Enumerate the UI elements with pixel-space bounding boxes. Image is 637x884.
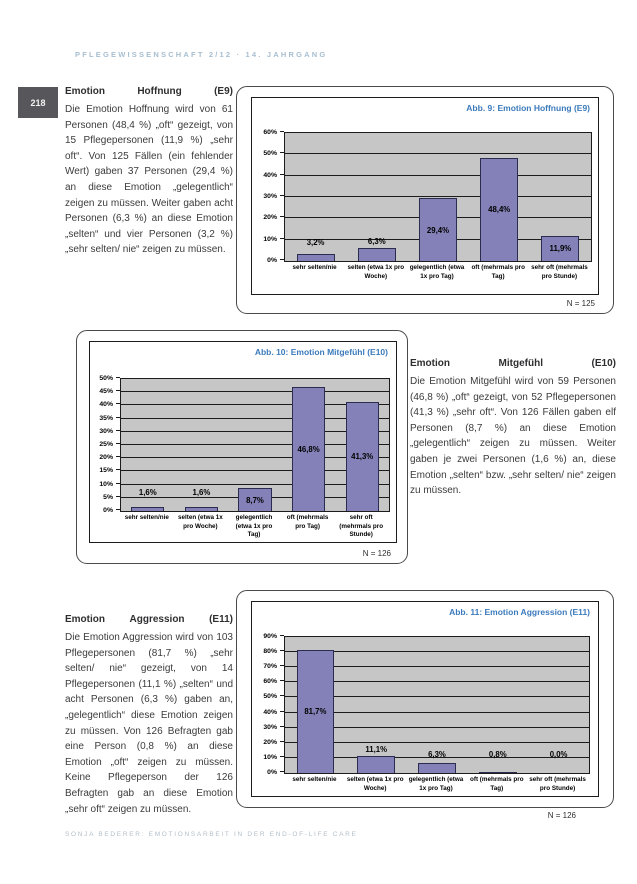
gridline [285, 153, 591, 154]
bar-value-label: 1,6% [192, 488, 211, 497]
y-tick-label: 60% [263, 129, 277, 136]
y-tick-label: 40% [263, 708, 277, 716]
section-heading [65, 614, 233, 625]
x-category-label: gelegentlich (etwa 1x pro Tag) [235, 514, 273, 538]
y-axis [252, 129, 284, 264]
heading-emotion: Hoffnung [137, 86, 182, 97]
y-tick-label: 30% [263, 193, 277, 200]
bar-value-label: 0,0% [549, 750, 568, 759]
y-tick-label: 35% [99, 414, 113, 422]
plot-area [120, 378, 390, 512]
y-tick-label: 50% [263, 150, 277, 158]
plot-area [284, 636, 590, 774]
x-category-label: oft (mehrmals pro Tag) [470, 776, 524, 792]
y-tick-label: 40% [99, 401, 113, 409]
bar-value-label: 11,1% [365, 745, 388, 755]
y-tick-label: 90% [263, 633, 277, 640]
journal-header: PFLEGEWISSENSCHAFT 2/12 · 14. JAHRGANG [75, 50, 328, 59]
y-axis [90, 375, 120, 514]
y-tick-label: 50% [99, 375, 113, 382]
bar-value-label: 1,6% [138, 488, 157, 497]
gridline [285, 175, 591, 176]
heading-code: (E10) [591, 358, 616, 369]
sample-size-label: N = 125 [566, 299, 595, 308]
x-category-label: sehr selten/nie [292, 776, 337, 783]
bar-value-label: 41,3% [351, 452, 374, 462]
bar-value-label: 8,7% [246, 495, 264, 505]
y-tick-label: 70% [263, 663, 277, 671]
y-tick-label: 5% [103, 493, 113, 501]
chart-card-hoffnung [236, 86, 614, 314]
section-aggression-text [65, 614, 233, 817]
section-hoffnung-text [65, 86, 233, 258]
bar-value-label: 29,4% [426, 225, 450, 235]
y-tick-label: 30% [263, 723, 277, 731]
x-category-label: sehr selten/nie [124, 514, 169, 521]
y-tick-label: 60% [263, 678, 277, 686]
section-body: Die Emotion Hoffnung wird von 61 Personen (48,4 %) „oft“ gezeigt, von 15 Pflegepersonen (11,9 %) „sehr oft“. Von 125 Fällen (ein fehlender Wert) gaben 37 Personen (29,4 %) an diese Emotion „gelegentlich“ zeigen zu müssen. Weiter gaben acht Personen (6,3 %) an diese Emotion „selten“ und vier Personen (3,2 %) „sehr selten/ nie“ zeigen zu müssen. [65, 104, 233, 256]
x-category-label: oft (mehrmals pro Tag) [471, 264, 525, 280]
section-body: Die Emotion Mitgefühl wird von 59 Personen (46,8 %) „oft“ gezeigt, von 52 Pflegepersonen (41,3 %) „sehr oft“. Von 126 Fällen gaben elf Personen (8,7 %) an diese Emotion „gelegentlich“ zeigen zu müssen. Weiter gaben je zwei Personen (1,6 %) an, diese Emotion „selten“ bzw. „sehr selten/ nie“ zeigen zu müssen. [410, 376, 616, 497]
y-tick-label: 0% [103, 507, 113, 514]
y-tick-label: 20% [263, 214, 277, 222]
x-axis-labels [284, 774, 588, 793]
bar-0 [297, 254, 335, 261]
x-category-label: gelegentlich (etwa 1x pro Tag) [408, 776, 464, 792]
x-category-label: oft (mehrmals pro Tag) [286, 514, 329, 530]
x-category-label: selten (etwa 1x pro Woche) [347, 264, 405, 280]
bar-value-label: 46,8% [297, 445, 320, 455]
bar-value-label: 6,3% [428, 750, 446, 759]
bar-value-label: 3,2% [306, 238, 325, 247]
heading-term: Emotion [65, 614, 105, 625]
gridline [285, 196, 591, 197]
heading-emotion: Aggression [129, 614, 185, 625]
y-axis [252, 633, 284, 776]
y-tick-label: 30% [99, 427, 113, 435]
bar-2 [418, 763, 456, 773]
bar-1 [358, 248, 396, 261]
y-tick-label: 25% [99, 441, 113, 448]
heading-term: Emotion [410, 358, 450, 369]
chart-frame [251, 97, 599, 295]
page-number-badge: 218 [18, 87, 58, 118]
chart-title: Abb. 11: Emotion Aggression (E11) [449, 607, 590, 617]
section-mitgefuehl-text [410, 358, 616, 499]
gridline [121, 391, 389, 392]
y-tick-label: 10% [263, 753, 277, 761]
section-heading [65, 86, 233, 97]
x-axis-labels [120, 512, 388, 540]
x-category-label: sehr oft (mehrmals pro Stunde) [529, 776, 586, 792]
x-category-label: sehr oft (mehrmals pro Stunde) [339, 514, 384, 538]
y-tick-label: 0% [267, 257, 277, 264]
sample-size-label: N = 126 [547, 811, 576, 820]
y-tick-label: 15% [99, 467, 113, 475]
plot-area [284, 132, 592, 262]
y-tick-label: 45% [99, 388, 113, 396]
y-tick-label: 40% [263, 171, 277, 179]
y-tick-label: 80% [263, 648, 277, 656]
heading-code: (E11) [209, 614, 233, 625]
x-category-label: sehr selten/nie [292, 264, 337, 271]
heading-code: (E9) [214, 86, 233, 97]
chart-card-aggression [236, 590, 614, 808]
y-tick-label: 10% [99, 480, 113, 488]
y-tick-label: 20% [99, 454, 113, 462]
y-tick-label: 10% [263, 235, 277, 243]
section-heading [410, 358, 616, 369]
journal-footer: SONJA BEDERER: EMOTIONSARBEIT IN DER END-OF-LIFE CARE [65, 831, 358, 838]
bar-value-label: 0,8% [488, 750, 507, 759]
heading-emotion: Mitgefühl [498, 358, 543, 369]
heading-term: Emotion [65, 86, 105, 97]
y-tick-label: 20% [263, 738, 277, 746]
chart-title: Abb. 10: Emotion Mitgefühl (E10) [254, 347, 388, 357]
y-tick-label: 0% [267, 769, 277, 776]
x-axis-labels [284, 262, 590, 281]
bar-value-label: 6,3% [367, 236, 386, 246]
section-body: Die Emotion Aggression wird von 103 Pflegepersonen (81,7 %) „sehr selten/ nie“ gezeigt, von 14 Pflegepersonen (11,1 %) „selten“ und acht Personen (6,3 %) gaben an, „gelegentlich“ diese Emotion zeigen zu müssen. Von 126 Befragten gab eine Person (0,8 %) an diese Emotion „oft“ zeigen zu müssen. Keine Pflegeperson der 126 Befragten gab an diese Emotion „sehr oft“ zeigen zu müssen. [65, 632, 233, 815]
sample-size-label: N = 126 [362, 549, 391, 558]
chart-frame [251, 601, 599, 797]
y-tick-label: 50% [263, 693, 277, 701]
bar-0 [131, 507, 164, 511]
bar-value-label: 81,7% [304, 707, 327, 717]
bar-1 [357, 756, 395, 773]
chart-card-mitgefuehl [76, 330, 408, 564]
x-category-label: sehr oft (mehrmals pro Stunde) [531, 264, 588, 280]
bar-value-label: 48,4% [488, 205, 511, 215]
x-category-label: gelegentlich (etwa 1x pro Tag) [409, 264, 465, 280]
x-category-label: selten (etwa 1x pro Woche) [177, 514, 223, 530]
x-category-label: selten (etwa 1x pro Woche) [346, 776, 404, 792]
chart-title: Abb. 9: Emotion Hoffnung (E9) [466, 103, 590, 113]
bar-value-label: 11,9% [549, 244, 572, 254]
bar-1 [185, 507, 218, 511]
bar-3 [479, 772, 517, 773]
chart-frame [89, 341, 397, 543]
